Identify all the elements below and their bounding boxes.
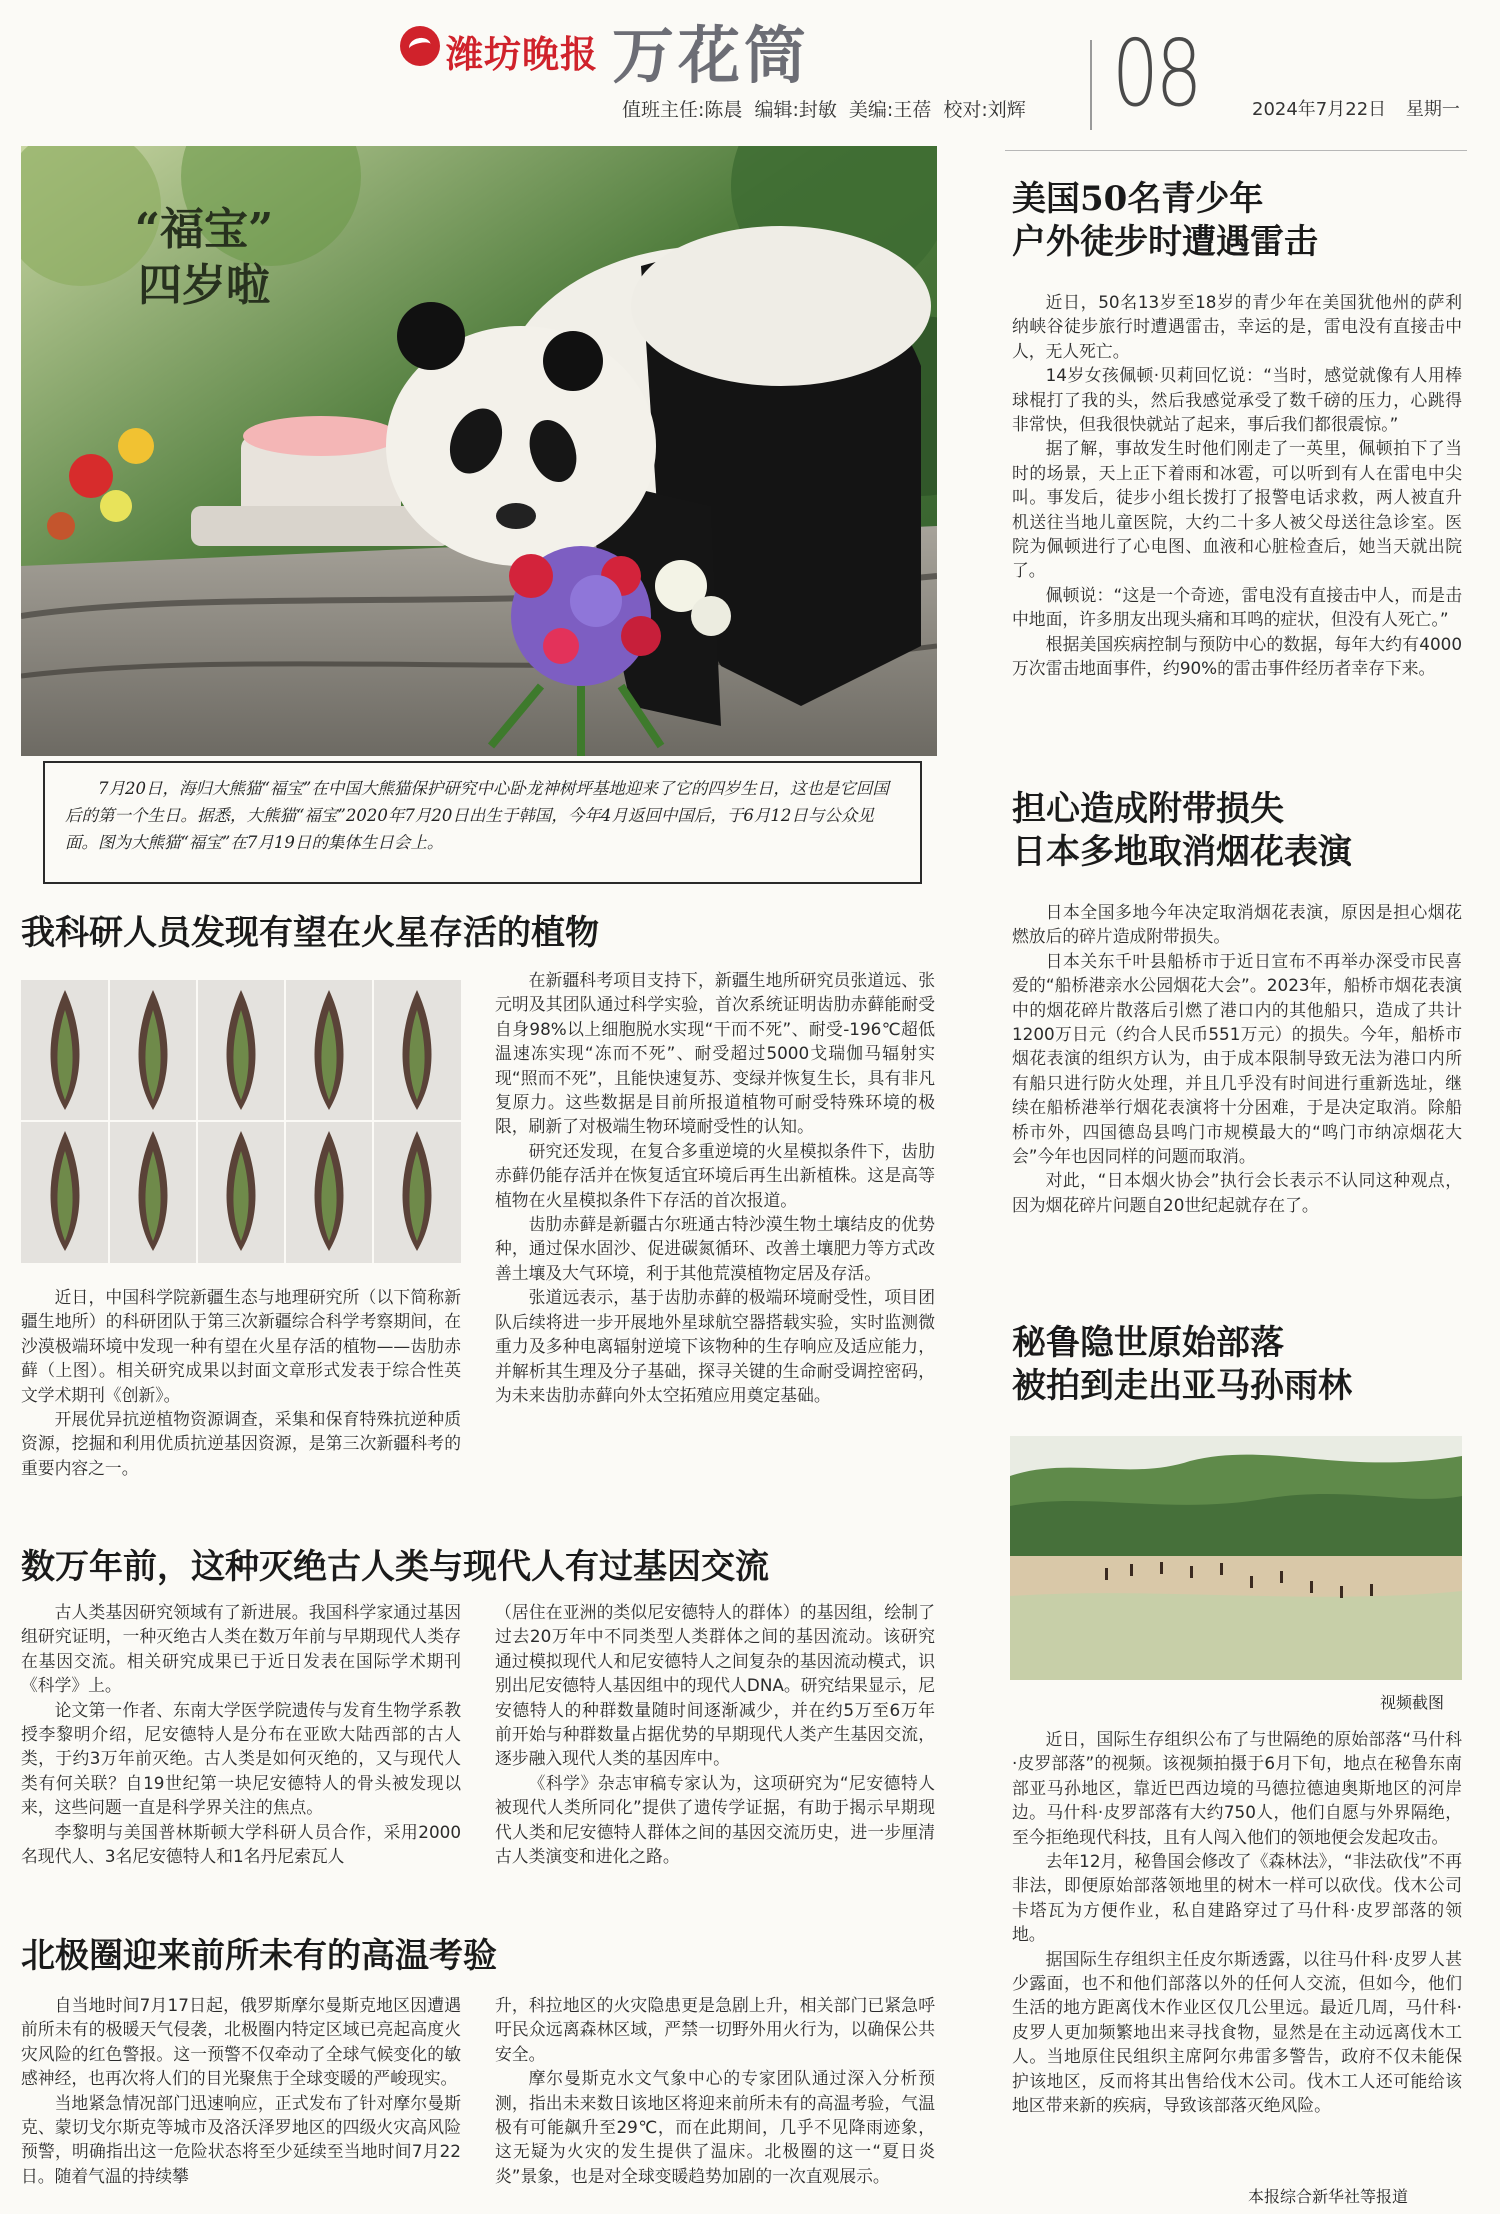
gene-article-col2 [495,1600,935,1868]
page-number: 08 [1112,20,1200,127]
masthead-divider [1090,40,1092,130]
title-line: 户外徒步时遭遇雷击 [1012,221,1318,262]
column-rule [1005,150,1467,151]
lightning-article-title [1012,178,1472,263]
editors-line: 值班主任:陈晨 编辑:封敏 美编:王蓓 校对:刘辉 [622,99,1026,121]
lightning-article-body [1012,290,1462,681]
mars-article-title: 我科研人员发现有望在火星存活的植物 [21,913,599,953]
gene-article-title: 数万年前，这种灭绝古人类与现代人有过基因交流 [21,1547,769,1587]
title-line: 日本多地取消烟花表演 [1012,831,1352,872]
paragraph: 论文第一作者、东南大学医学院遗传与发育生物学系教授李黎明介绍，尼安德特人是分布在亚欧大陆西部的古人类，于约3万年前灭绝。古人类是如何灭绝的，又与现代人类有何关联？自19世纪第一块尼安德特人的骨头被发现以来，这些问题一直是科学界关注的焦点。 [21,1699,461,1818]
panda-headline-line1: “福宝” [134,204,274,255]
paragraph: 当地紧急情况部门迅速响应，正式发布了针对摩尔曼斯克、蒙切戈尔斯克等城市及洛沃泽罗地区的四级火灾高风险预警，明确指出这一危险状态将至少延续至当地时间7月22日。随着气温的持续攀 [21,2092,461,2186]
paragraph: 张道远表示，基于齿肋赤藓的极端环境耐受性，项目团队后续将进一步开展地外星球航空器搭载实验，实时监测微重力及多种电离辐射逆境下该物种的生存响应及适应能力，并解析其生理及分子基础，探寻关键的生命耐受调控密码，为未来齿肋赤藓向外太空拓殖应用奠定基础。 [495,1287,935,1405]
paragraph: 摩尔曼斯克水文气象中心的专家团队通过深入分析预测，指出未来数日该地区将迎来前所未有的高温考验，气温极有可能飙升至29℃，而在此期间，几乎不见降雨迹象，这无疑为火灾的发生提供了温床。北极圈的这一“夏日炎炎”景象，也是对全球变暖趋势加剧的一次直观展示。 [495,2068,935,2186]
paragraph: 古人类基因研究领域有了新进展。我国科学家通过基因组研究证明，一种灭绝古人类在数万年前与早期现代人类存在基因交流。相关研究成果已于近日发表在国际学术期刊《科学》上。 [21,1602,461,1696]
title-line: 被拍到走出亚马孙雨林 [1012,1365,1352,1406]
gene-article-col1 [21,1600,461,1868]
mars-article-col1 [21,1285,461,1480]
paragraph: 14岁女孩佩顿·贝莉回忆说：“当时，感觉就像有人用棒球棍打了我的头，然后我感觉承受了数千磅的压力，心跳得非常快，但我很快就站了起来，事后我们都很震惊。” [1012,365,1462,435]
issue-date: 2024年7月22日 星期一 [1252,99,1460,120]
tribe-article-title [1012,1322,1472,1407]
news-source-credit: 本报综合新华社等报道 [1248,2187,1409,2206]
paragraph: 据国际生存组织主任皮尔斯透露，以往马什科·皮罗人甚少露面，也不和他们部落以外的任何人交流，但如今，他们生活的地方距离伐木作业区仅几公里远。最近几周，马什科·皮罗人更加频繁地出来寻找食物，显然是在主动远离伐木工人。当地原住民组织主席阿尔弗雷多警告，政府不仅未能保护该地区，反而将其出售给伐木公司。伐木工人还可能给该地区带来新的疾病，导致该部落灭绝风险。 [1012,1948,1462,2116]
title-line: 美国50名青少年 [1012,179,1264,219]
paragraph: 根据美国疾病控制与预防中心的数据，每年大约有4000万次雷击地面事件，约90%的雷击事件经历者幸存下来。 [1012,633,1462,679]
panda-caption: 7月20日，海归大熊猫“福宝”在中国大熊猫保护研究中心卧龙神树坪基地迎来了它的四岁生日，这也是它回国后的第一个生日。据悉，大熊猫“福宝”2020年7月20日出生于韩国，今年4月返回中国后，于6月12日与公众见面。图为大熊猫“福宝”在7月19日的集体生日会上。 [65,779,889,852]
paragraph: 近日，中国科学院新疆生态与地理研究所（以下简称新疆生地所）的科研团队于第三次新疆综合科学考察期间，在沙漠极端环境中发现一种有望在火星存活的植物——齿肋赤藓（上图）。相关研究成果以封面文章形式发表于综合性英文学术期刊《创新》。 [21,1287,461,1405]
tribe-article-body [1012,1727,1462,2118]
paragraph: 在新疆科考项目支持下，新疆生地所研究员张道远、张元明及其团队通过科学实验，首次系统证明齿肋赤藓能耐受自身98%以上细胞脱水实现“干而不死”、耐受-196℃超低温速冻实现“冻而不死”、耐受超过5000戈瑞伽马辐射实现“照而不死”，且能快速复苏、变绿并恢复生长，具有非凡复原力。这些数据是目前所报道植物可耐受特殊环境的极限，刷新了对极端生物环境耐受性的认知。 [495,970,935,1137]
panda-headline-line2: 四岁啦 [138,260,270,311]
arctic-article-title: 北极圈迎来前所未有的高温考验 [21,1936,497,1976]
panda-photo-headline [104,202,304,314]
paragraph: 据了解，事故发生时他们刚走了一英里，佩顿拍下了当时的场景，天上正下着雨和冰雹，可以听到有人在雷电中尖叫。事发后，徒步小组长拨打了报警电话求救，两人被直升机送往当地儿童医院，大约二十多人被父母送往急诊室。医院为佩顿进行了心电图、血液和心脏检查后，她当天就出院了。 [1012,438,1462,581]
paragraph: 自当地时间7月17日起，俄罗斯摩尔曼斯克地区因遭遇前所未有的极暖天气侵袭，北极圈内特定区域已亮起高度火灾风险的红色警报。这一预警不仅牵动了全球气候变化的敏感神经，也再次将人们的目光聚焦于全球变暖的严峻现实。 [21,1995,461,2089]
paragraph: 齿肋赤藓是新疆古尔班通古特沙漠生物土壤结皮的优势种，通过保水固沙、促进碳氮循环、改善土壤肥力等方式改善土壤及大气环境，利于其他荒漠植物定居及存活。 [495,1214,935,1283]
paragraph: 近日，50名13岁至18岁的青少年在美国犹他州的萨利纳峡谷徒步旅行时遭遇雷击，幸运的是，雷电没有直接击中人，无人死亡。 [1012,292,1462,361]
newspaper-logo-icon [400,26,440,66]
fireworks-article-title [1012,788,1472,873]
title-line: 秘鲁隐世原始部落 [1012,1323,1284,1363]
arctic-article-col1 [21,1993,461,2188]
paragraph: 开展优异抗逆植物资源调查，采集和保育特殊抗逆种质资源，挖掘和利用优质抗逆基因资源，是第三次新疆科考的重要内容之一。 [21,1409,461,1478]
paragraph: 近日，国际生存组织公布了与世隔绝的原始部落“马什科·皮罗部落”的视频。该视频拍摄于6月下旬，地点在秘鲁东南部亚马孙地区，靠近巴西边境的马德拉德迪奥斯地区的河岸边。马什科·皮罗部落有大约750人，他们自愿与外界隔绝，至今拒绝现代科技，且有人闯入他们的领地便会发起攻击。 [1012,1729,1462,1847]
paragraph: 对此，“日本烟火协会”执行会长表示不认同这种观点，因为烟花碎片问题自20世纪起就存在了。 [1012,1170,1462,1215]
mars-article-col2 [495,968,935,1407]
amazon-riverbank-photo [1010,1436,1462,1680]
arctic-article-col2 [495,1993,935,2188]
paragraph: 佩顿说：“这是一个奇迹，雷电没有直接击中人，而是击中地面，许多朋友出现头痛和耳鸣的症状，但没有人死亡。” [1012,584,1462,630]
paragraph: （居住在亚洲的类似尼安德特人的群体）的基因组，绘制了过去20万年中不同类型人类群体之间的基因流动。该研究通过模拟现代人和尼安德特人之间复杂的基因流动模式，识别出尼安德特人基因组中的现代人DNA。研究结果显示，尼安德特人的种群数量随时间逐渐减少，并在约5万至6万年前开始与种群数量占据优势的早期现代人类产生基因交流，逐步融入现代人类的基因库中。 [495,1602,935,1769]
photo-caption: 视频截图 [1380,1693,1445,1712]
paragraph: 升，科拉地区的火灾隐患更是急剧上升，相关部门已紧急呼吁民众远离森林区域，严禁一切野外用火行为，以确保公共安全。 [495,1995,935,2064]
fireworks-article-body [1012,900,1462,1217]
section-name: 万花筒 [612,19,811,92]
paragraph: 研究还发现，在复合多重逆境的火星模拟条件下，齿肋赤藓仍能存活并在恢复适宜环境后再生出新植株。这是高等植物在火星模拟条件下存活的首次报道。 [495,1140,935,1210]
panda-caption-box [43,761,922,884]
paragraph: 去年12月，秘鲁国会修改了《森林法》，“非法砍伐”不再非法，即便原始部落领地里的树木一样可以砍伐。伐木公司卡塔瓦为方便作业，私自建路穿过了马什科·皮罗部落的领地。 [1012,1851,1462,1945]
paragraph: 日本关东千叶县船桥市于近日宣布不再举办深受市民喜爱的“船桥港亲水公园烟花大会”。2023年，船桥市烟花表演中的烟花碎片散落后引燃了港口内的其他船只，造成了共计1200万日元（约合人民币551万元）的损失。今年，船桥市烟花表演的组织方认为，由于成本限制导致无法为港口内所有船只进行防火处理，并且几乎没有时间进行重新选址，继续在船桥港举行烟花表演将十分困难，于是决定取消。除船桥市外，四国德岛县鸣门市规模最大的“鸣门市纳凉烟花大会”今年也因同样的问题而取消。 [1012,950,1462,1167]
title-line: 担心造成附带损失 [1012,789,1284,829]
newspaper-name: 潍坊晚报 [446,32,598,76]
paragraph: 李黎明与美国普林斯顿大学科研人员合作，采用2000名现代人、3名尼安德特人和1名丹尼索瓦人 [21,1821,461,1867]
paragraph: 《科学》杂志审稿专家认为，这项研究为“尼安德特人被现代人类所同化”提供了遗传学证据，有助于揭示早期现代人类和尼安德特人群体之间的基因交流历史，进一步厘清古人类演变和进化之路。 [495,1772,935,1867]
mars-moss-photo [21,980,461,1263]
paragraph: 日本全国多地今年决定取消烟花表演，原因是担心烟花燃放后的碎片造成附带损失。 [1012,902,1462,947]
